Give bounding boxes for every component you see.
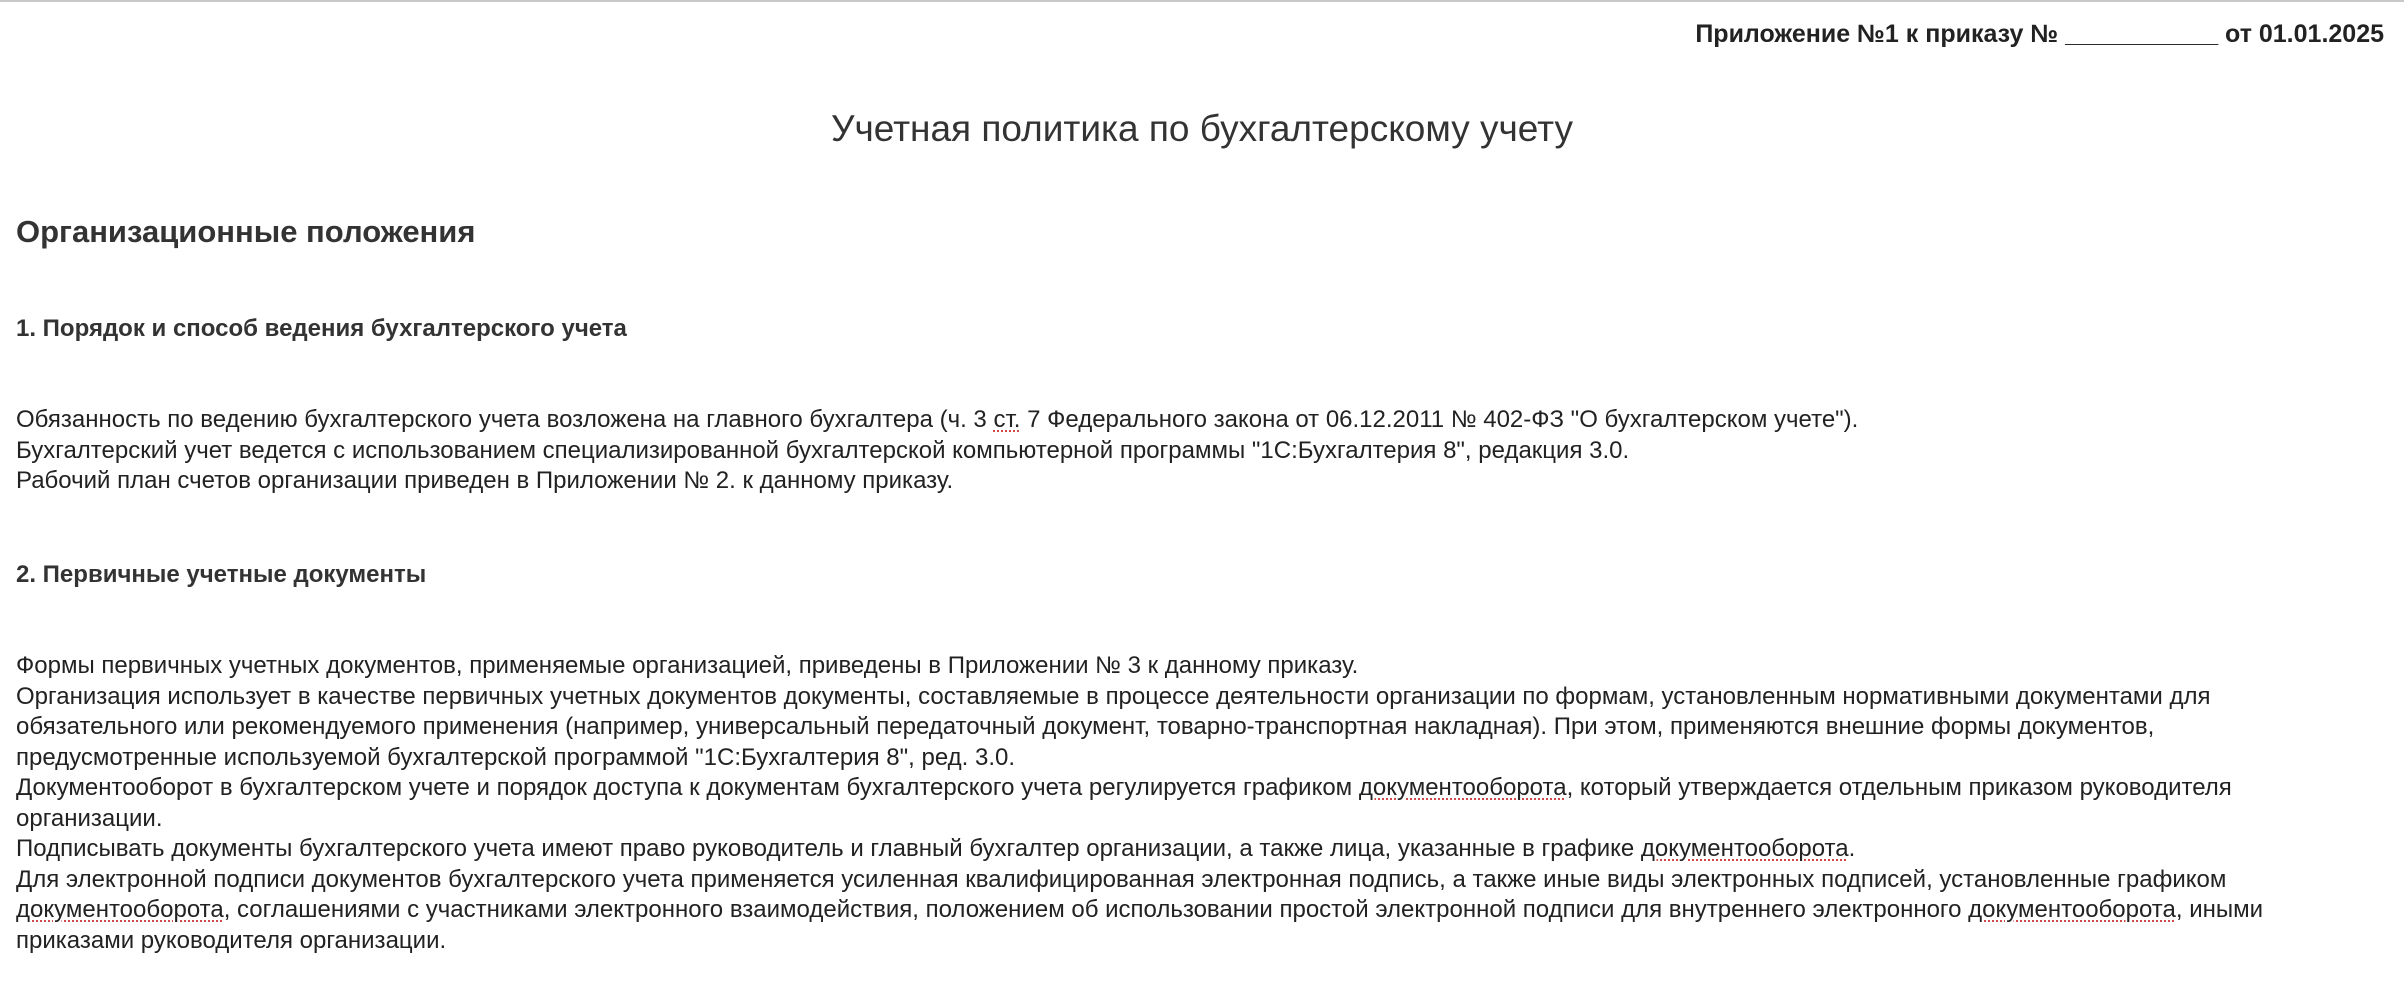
section2-paragraph: Формы первичных учетных документов, применяемые организацией, приведены в Приложении № 3 к данному приказу. xyxy=(16,652,1359,679)
section2-paragraph: Организация использует в качестве первичных учетных документов документы, составляемые в процессе деятельности организации по формам, установленным нормативными документами для обязательного или рекомендуемого применения (например, универсальный передаточный документ, товарно-транспортная накладная). При этом, применяются внешние формы документов, предусмотренные используемой бухгалтерской программой "1С:Бухгалтерия 8", ред. 3.0. xyxy=(16,682,2211,771)
spellcheck-word[interactable]: документооборота xyxy=(16,896,224,923)
text-span: . xyxy=(1848,835,1856,862)
section1-paragraph: Рабочий план счетов организации приведен в Приложении № 2. к данному приказу. xyxy=(16,467,954,494)
section2-paragraph xyxy=(16,865,2356,957)
section1-paragraph xyxy=(16,405,2356,436)
section1-heading: 1. Порядок и способ ведения бухгалтерского учета xyxy=(16,315,627,342)
section1-paragraph: Бухгалтерский учет ведется с использованием специализированной бухгалтерской компьютерной программы "1С:Бухгалтерия 8", редакция 3.0. xyxy=(16,436,1630,464)
text-span: , соглашениями с участниками электронного взаимодействия, положением об использовании простой электронной подписи для внутреннего электронного xyxy=(223,896,1969,923)
section1-body xyxy=(16,405,2356,497)
text-span: , иными приказами руководителя организации. xyxy=(16,896,2264,954)
text-span: Для электронной подписи документов бухгалтерского учета применяется усиленная квалифицированная электронная подпись, а также иные виды электронных подписей, установленные графиком xyxy=(16,865,2227,893)
section2-body xyxy=(16,651,2356,956)
text-span: 7 Федерального закона от 06.12.2011 № 402-ФЗ "О бухгалтерском учете"). xyxy=(1020,406,1859,433)
text-span: , который утверждается отдельным приказом руководителя организации. xyxy=(16,774,2232,832)
spellcheck-word[interactable]: документооборота xyxy=(1640,835,1849,862)
text-span: Подписывать документы бухгалтерского учета имеют право руководитель и главный бухгалтер организации, а также лица, указанные в графике xyxy=(16,835,1641,862)
document-page xyxy=(0,2,2404,988)
section-heading: Организационные положения xyxy=(16,214,476,249)
section2-paragraph xyxy=(16,773,2356,834)
document-title: Учетная политика по бухгалтерскому учету xyxy=(830,108,1574,149)
section2-paragraph xyxy=(16,834,2356,865)
spellcheck-word[interactable]: документооборота xyxy=(1358,774,1567,801)
spellcheck-word[interactable]: ст. xyxy=(993,406,1021,433)
text-span: Обязанность по ведению бухгалтерского учета возложена на главного бухгалтера (ч. 3 xyxy=(16,406,994,433)
appendix-header: Приложение №1 к приказу № ___________ от 01.01.2025 xyxy=(1695,20,2384,48)
section2-heading: 2. Первичные учетные документы xyxy=(16,561,427,588)
spellcheck-word[interactable]: документооборота xyxy=(1968,896,2176,923)
text-span: Документооборот в бухгалтерском учете и порядок доступа к документам бухгалтерского учета регулируется графиком xyxy=(16,774,1359,801)
